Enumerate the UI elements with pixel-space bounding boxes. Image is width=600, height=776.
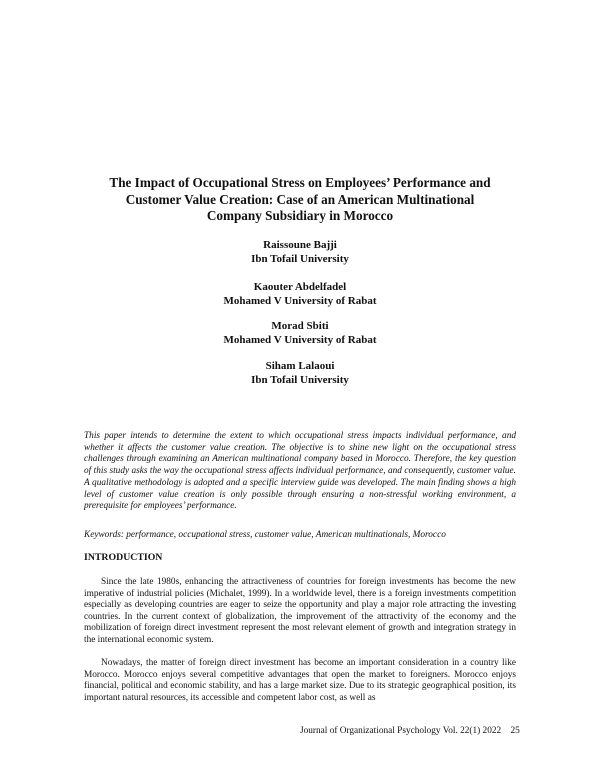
- paper-title: The Impact of Occupational Stress on Employees’ Performance and Customer Value Creation: Case of an American Multinational Company Subsidiary in Morocco: [109, 175, 491, 224]
- author-block: [150, 360, 450, 387]
- author-affiliation: Mohamed V University of Rabat: [223, 294, 377, 307]
- section-heading: INTRODUCTION: [84, 552, 163, 563]
- author-affiliation: Mohamed V University of Rabat: [223, 333, 377, 346]
- author-name: Raissoune Bajji: [263, 239, 337, 251]
- author-name: Siham Lalaoui: [265, 360, 335, 372]
- abstract: This paper intends to determine the extent to which occupational stress impacts individual performance, and whether it affects the customer value creation. The objective is to shine new light on the occupational stress challenges through examining an American multinational company based in Morocco. Therefore, the key question of this study asks the way the occupational stress affects individual performance, and consequently, customer value. A qualitative methodology is adopted and a specific interview guide was developed. The main finding shows a high level of customer value creation is only possible through ensuring a non-stressful working environment, a prerequisite for employees’ performance.: [84, 431, 516, 512]
- author-name: Morad Sbiti: [271, 320, 329, 332]
- author-name: Kaouter Abdelfadel: [253, 281, 347, 293]
- keywords: Keywords: performance, occupational stress, customer value, American multinationals, Morocco: [84, 530, 446, 540]
- author-affiliation: Ibn Tofail University: [251, 252, 349, 265]
- body-paragraph: Since the late 1980s, enhancing the attractiveness of countries for foreign investments has become the new imperative of industrial policies (Michalet, 1999). In a worldwide level, there is a foreign investments competition especially as developing countries are eager to seize the opportunity and play a major role attracting the investing countries. In the current context of globalization, the improvement of the attractivity of the economy and the mobilization of foreign direct investment represent the most relevant element of growth and integration strategy in the international economic system.: [84, 577, 516, 645]
- body-paragraph: Nowadays, the matter of foreign direct investment has become an important consideration in a country like Morocco. Morocco enjoys several competitive advantages that open the market to foreigners. Morocco enjoys financial, political and economic stability, and has a large market size. Due to its strategic geographical position, its important natural resources, its accessible and competent labor cost, as well as: [84, 658, 516, 703]
- author-block: [150, 320, 450, 347]
- page-footer: Journal of Organizational Psychology Vol. 22(1) 2022 25: [300, 726, 520, 736]
- author-block: [150, 239, 450, 266]
- author-affiliation: Ibn Tofail University: [251, 373, 349, 386]
- author-block: [150, 281, 450, 308]
